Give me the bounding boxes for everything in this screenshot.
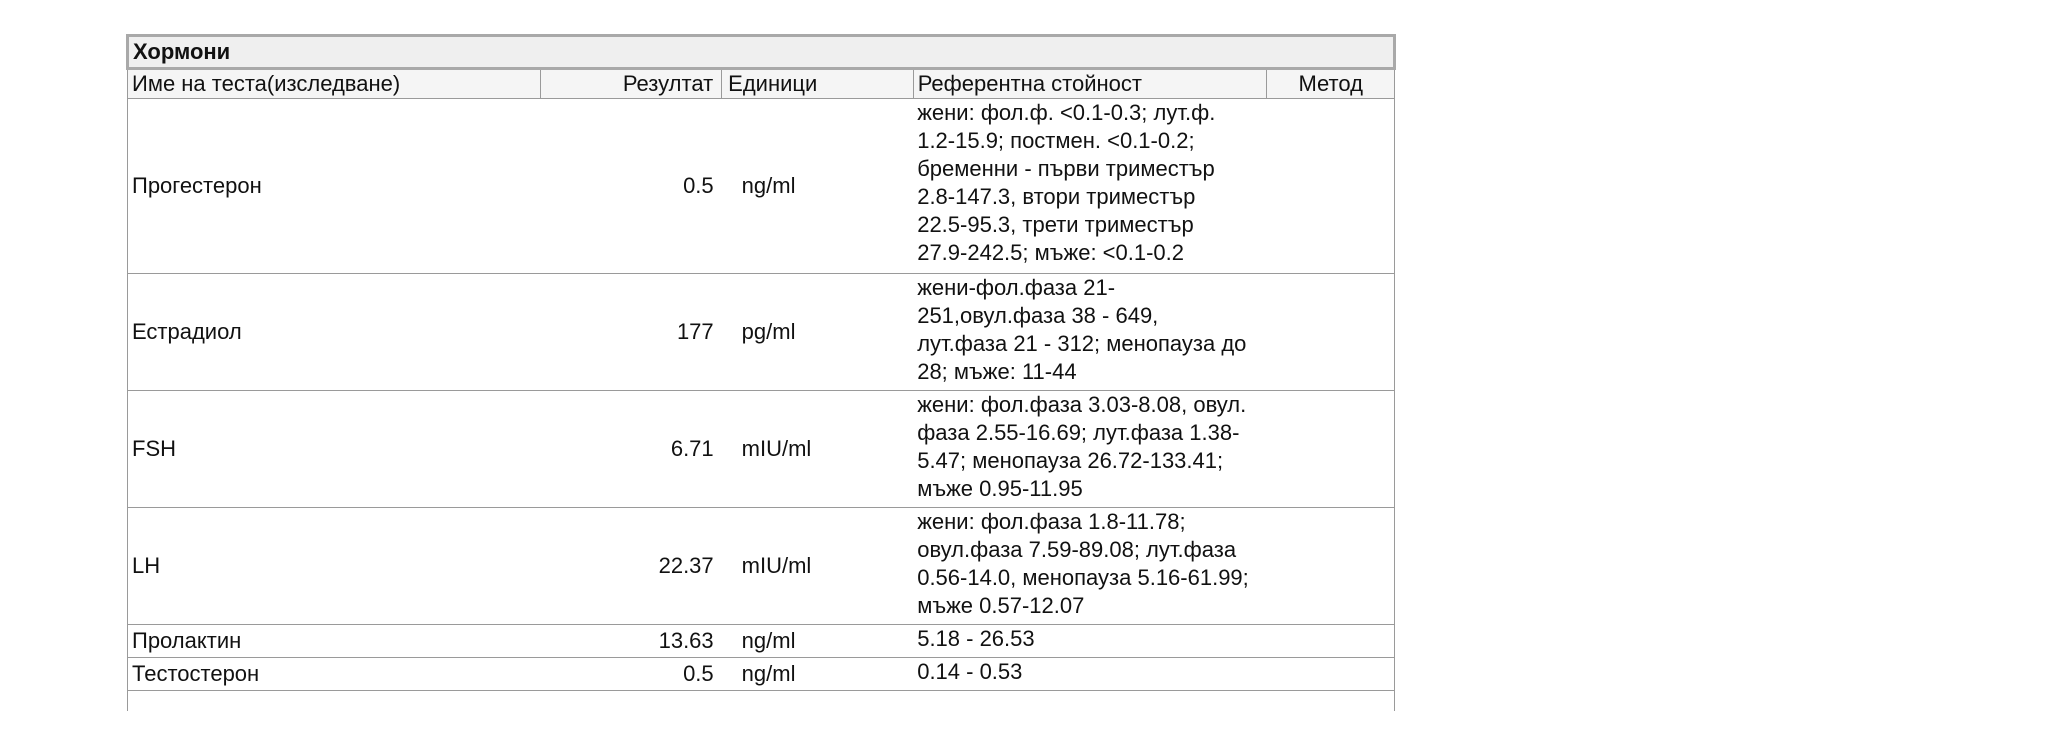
test-name: LH (128, 508, 541, 625)
test-name: FSH (128, 391, 541, 508)
test-method (1267, 391, 1395, 508)
column-header-name: Име на теста(изследване) (128, 69, 541, 99)
test-reference: жени: фол.фаза 1.8-11.78; овул.фаза 7.59-89.08; лут.фаза 0.56-14.0, менопауза 5.16-61.99; мъже 0.57-12.07 (917, 509, 1249, 618)
test-result: 0.5 (541, 658, 722, 691)
test-method (1267, 625, 1395, 658)
table-row (128, 508, 1395, 625)
column-header-units: Единици (722, 69, 914, 99)
test-reference: жени: фол.фаза 3.03-8.08, овул. фаза 2.55-16.69; лут.фаза 1.38- 5.47; менопауза 26.72-133.41; мъже 0.95-11.95 (917, 392, 1247, 501)
table-row (128, 274, 1395, 391)
table-continuation-row (128, 691, 1395, 712)
hormones-results-table (126, 34, 1396, 711)
table-row (128, 658, 1395, 691)
test-units: mIU/ml (722, 508, 914, 625)
test-name: Естрадиол (128, 274, 541, 391)
table-row (128, 391, 1395, 508)
test-name: Прогестерон (128, 99, 541, 274)
table-row (128, 99, 1395, 274)
test-result: 13.63 (541, 625, 722, 658)
test-reference: жени: фол.ф. <0.1-0.3; лут.ф. 1.2-15.9; постмен. <0.1-0.2; бременни - първи триместър 2.8-147.3, втори триместър 22.5-95.3, трети триместър 27.9-242.5; мъже: <0.1-0.2 (917, 100, 1216, 265)
test-units: ng/ml (722, 625, 914, 658)
test-result: 6.71 (541, 391, 722, 508)
test-units: mIU/ml (722, 391, 914, 508)
test-result: 177 (541, 274, 722, 391)
test-name: Тестостерон (128, 658, 541, 691)
test-result: 0.5 (541, 99, 722, 274)
test-method (1267, 658, 1395, 691)
test-method (1267, 99, 1395, 274)
column-header-row (128, 69, 1395, 99)
column-header-result: Резултат (541, 69, 722, 99)
test-reference: жени-фол.фаза 21- 251,овул.фаза 38 - 649, лут.фаза 21 - 312; менопауза до 28; мъже: 11-44 (917, 275, 1247, 384)
test-reference: 5.18 - 26.53 (917, 626, 1035, 651)
test-units: ng/ml (722, 658, 914, 691)
section-title: Хормони (128, 36, 1395, 69)
hormones-results-table-wrap (126, 34, 1396, 734)
column-header-reference: Референтна стойност (913, 69, 1267, 99)
table-row (128, 625, 1395, 658)
test-name: Пролактин (128, 625, 541, 658)
table-continuation-cell (128, 691, 1395, 712)
test-units: pg/ml (722, 274, 914, 391)
test-method (1267, 508, 1395, 625)
test-result: 22.37 (541, 508, 722, 625)
section-header-row (128, 36, 1395, 69)
test-method (1267, 274, 1395, 391)
test-units: ng/ml (722, 99, 914, 274)
column-header-method: Метод (1267, 69, 1395, 99)
test-reference: 0.14 - 0.53 (917, 659, 1023, 684)
